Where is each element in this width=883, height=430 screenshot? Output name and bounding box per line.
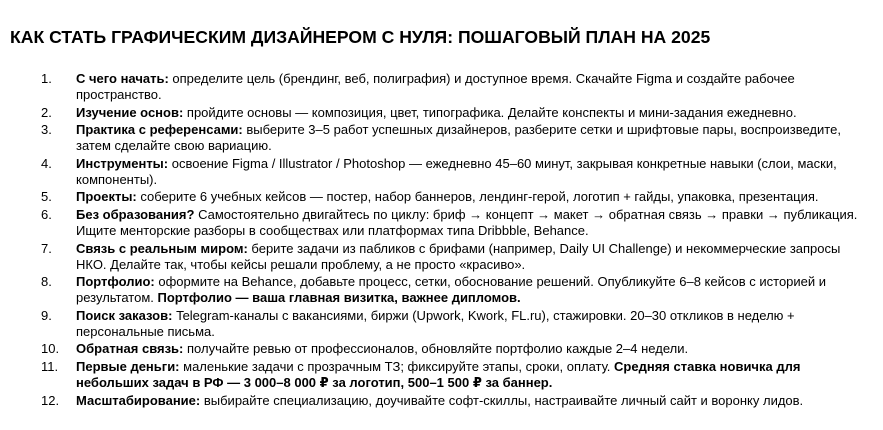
list-item-step-4 <box>10 156 871 188</box>
step-label: Поиск заказов: <box>76 307 173 323</box>
document-title: КАК СТАТЬ ГРАФИЧЕСКИМ ДИЗАЙНЕРОМ С НУЛЯ: ПОШАГОВЫЙ ПЛАН НА 2025 <box>10 27 711 47</box>
step-text: Самостоятельно двигайтесь по циклу: бриф → концепт → макет → обратная связь → правки → публикация. Ищите менторские разборы в сообществах или платформах типа Dribbble, Behance. <box>76 206 858 238</box>
step-number: 9. <box>41 307 52 323</box>
step-label: Первые деньги: <box>76 358 180 374</box>
step-body <box>76 189 871 205</box>
step-number: 7. <box>41 240 52 256</box>
step-number: 11. <box>41 358 59 374</box>
list-item-step-3 <box>10 122 871 154</box>
step-body <box>76 341 871 357</box>
step-body <box>76 359 871 391</box>
step-number: 8. <box>41 274 52 290</box>
step-label: Обратная связь: <box>76 341 184 357</box>
step-text: оформите на Behance, добавьте процесс, сетки, обоснование решений. Опубликуйте 6–8 кейсов с историей и результатом. <box>76 274 827 306</box>
step-text: маленькие задачи с прозрачным ТЗ; фиксируйте этапы, сроки, оплату. <box>179 358 615 374</box>
step-number: 2. <box>41 104 52 120</box>
list-item-step-10 <box>10 341 871 357</box>
step-body <box>76 274 871 306</box>
step-label: Проекты: <box>76 189 137 205</box>
list-item-step-1 <box>10 71 871 103</box>
step-label: Масштабирование: <box>76 392 201 408</box>
list-item-step-9 <box>10 308 871 340</box>
step-body <box>76 105 871 121</box>
step-number: 12. <box>41 392 60 408</box>
step-label: С чего начать: <box>76 71 169 86</box>
step-text: получайте ревью от профессионалов, обновляйте портфолио каждые 2–4 недели. <box>183 341 689 357</box>
step-number: 5. <box>41 189 52 205</box>
list-item-step-2 <box>10 105 871 121</box>
step-label: Портфолио: <box>76 274 155 290</box>
step-label: Без образования? <box>76 206 195 222</box>
step-emphasis: Средняя ставка новичка для небольших задач в РФ — 3 000–8 000 ₽ за логотип, 500–1 500 ₽ за баннер. <box>76 358 801 390</box>
step-text: выбирайте специализацию, доучивайте софт-скиллы, настраивайте личный сайт и воронку лидов. <box>200 392 804 408</box>
list-item-step-7 <box>10 241 871 273</box>
step-body <box>76 71 871 103</box>
step-label: Практика с референсами: <box>76 122 243 138</box>
step-number: 10. <box>41 341 60 357</box>
step-label: Инструменты: <box>76 155 169 171</box>
steps-list <box>10 71 871 409</box>
step-text: пройдите основы — композиция, цвет, типографика. Делайте конспекты и мини-задания ежедневно. <box>183 104 797 120</box>
step-text: берите задачи из пабликов с брифами (например, Daily UI Challenge) и некоммерческие запросы НКО. Делайте так, чтобы кейсы решали проблему, а не просто «красиво». <box>76 240 841 272</box>
step-emphasis: Портфолио — ваша главная визитка, важнее дипломов. <box>157 290 521 306</box>
step-number: 4. <box>41 155 52 171</box>
list-item-step-5 <box>10 189 871 205</box>
step-body <box>76 122 871 154</box>
step-body <box>76 393 871 409</box>
list-item-step-6 <box>10 207 871 239</box>
step-label: Связь с реальным миром: <box>76 240 248 256</box>
step-label: Изучение основ: <box>76 104 184 120</box>
step-body <box>76 156 871 188</box>
list-item-step-11 <box>10 359 871 391</box>
step-number: 6. <box>41 206 52 222</box>
step-number: 1. <box>41 71 52 86</box>
step-number: 3. <box>41 122 52 138</box>
list-item-step-8 <box>10 274 871 306</box>
step-text: выберите 3–5 работ успешных дизайнеров, разберите сетки и шрифтовые пары, воспроизведите, затем сделайте свою вариацию. <box>76 122 841 154</box>
step-body <box>76 308 871 340</box>
step-text: освоение Figma / Illustrator / Photoshop — ежедневно 45–60 минут, закрывая конкретные навыки (слои, маски, компоненты). <box>76 155 837 187</box>
step-body <box>76 207 871 239</box>
list-item-step-12 <box>10 393 871 409</box>
step-text: Telegram-каналы с вакансиями, биржи (Upwork, Kwork, FL.ru), стажировки. 20–30 откликов в неделю + персональные письма. <box>76 307 795 339</box>
step-text: определите цель (брендинг, веб, полиграфия) и доступное время. Скачайте Figma и создайте рабочее пространство. <box>76 71 795 102</box>
step-body <box>76 241 871 273</box>
step-text: соберите 6 учебных кейсов — постер, набор баннеров, лендинг-герой, логотип + гайды, упаковка, презентация. <box>136 189 819 205</box>
